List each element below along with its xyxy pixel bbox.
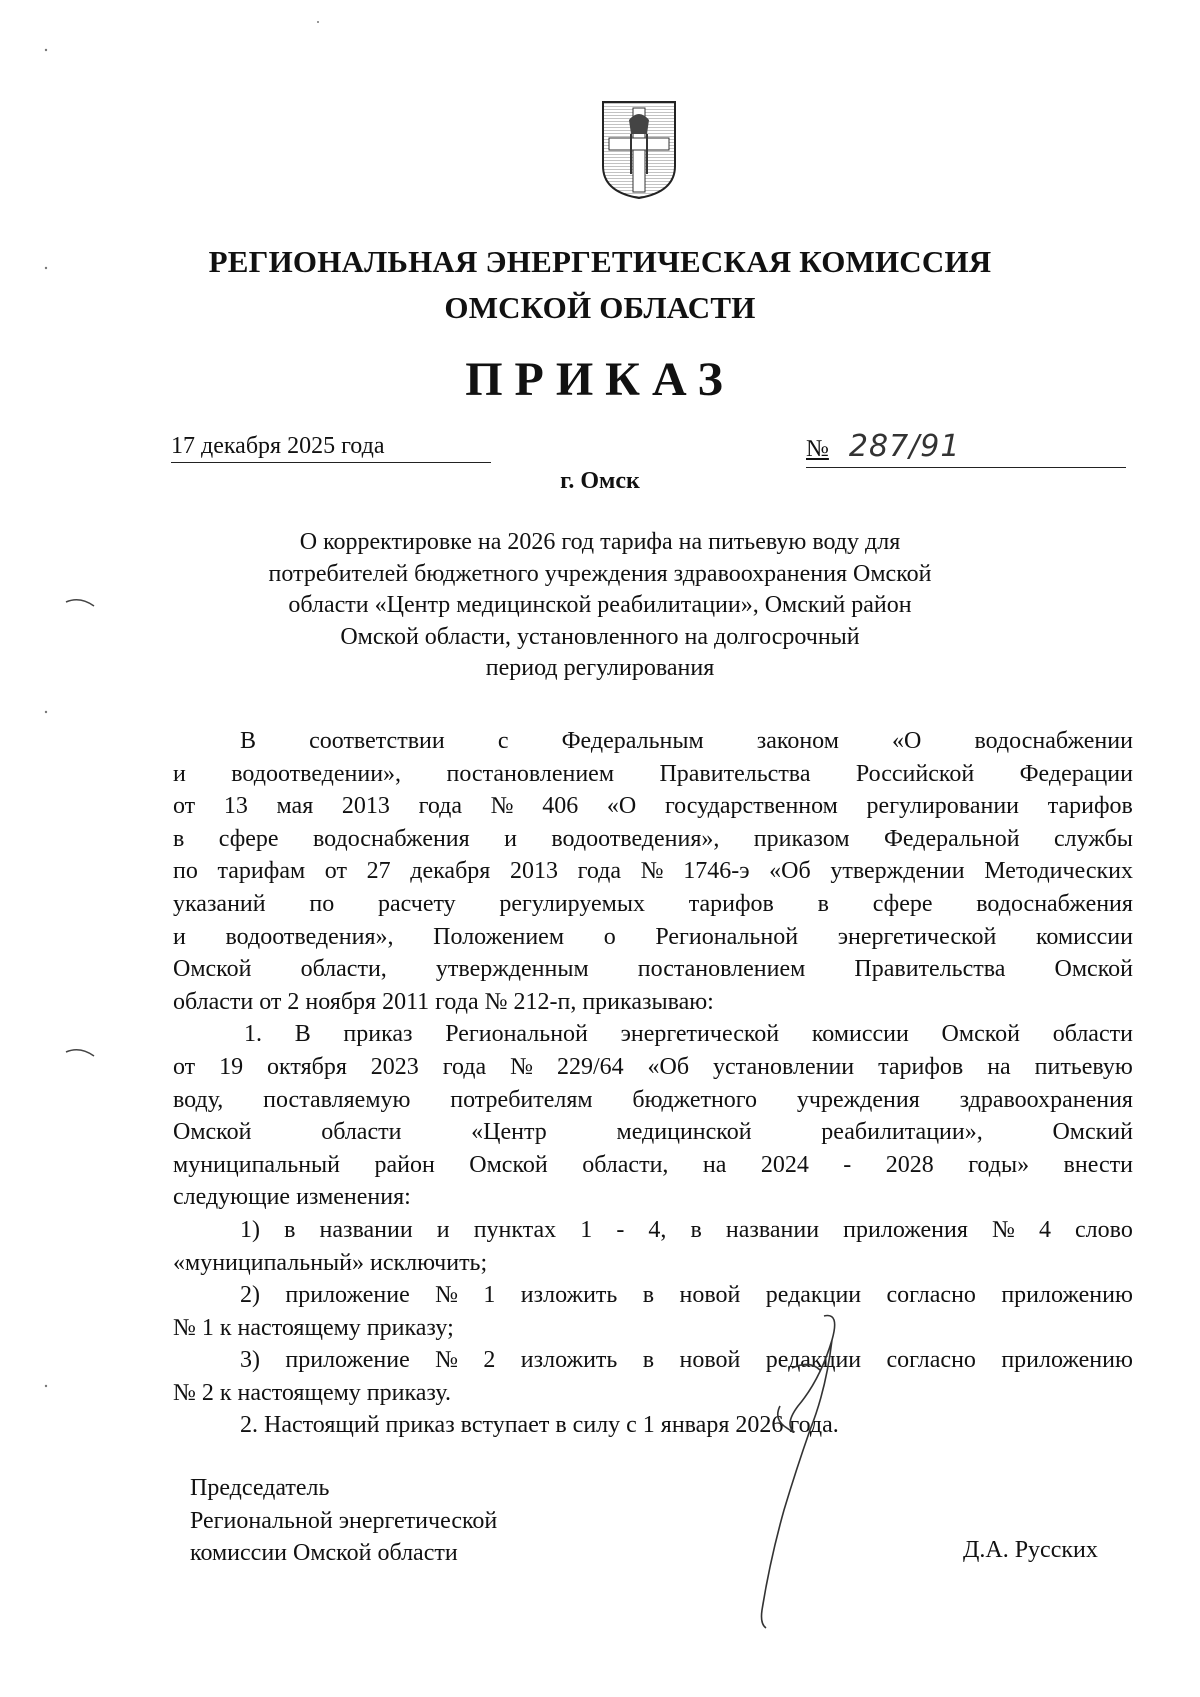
subject-line: О корректировке на 2026 год тарифа на питьевую воду для — [299, 529, 901, 555]
word: № — [991, 1216, 1015, 1243]
word: приложения — [843, 1216, 968, 1243]
word: 2013 — [509, 858, 558, 885]
word: № — [435, 1282, 459, 1309]
word: «Центр — [471, 1119, 547, 1146]
word: воду, — [173, 1086, 224, 1113]
word: названии — [725, 1216, 820, 1243]
order-date: 17 декабря 2025 года — [171, 433, 491, 463]
body-line — [173, 855, 1133, 888]
word: в — [642, 1347, 655, 1374]
word: согласно — [886, 1347, 976, 1374]
word: области — [321, 1119, 402, 1146]
subject-line: Омской области, установленного на долгосрочный — [340, 623, 860, 650]
word: 2013 — [341, 793, 390, 820]
body-line — [173, 888, 1133, 921]
word: № — [640, 858, 664, 885]
word: Омской — [173, 956, 252, 983]
word: В — [294, 1021, 311, 1048]
word: тарифов — [688, 890, 774, 917]
city: г. Омск — [560, 468, 640, 494]
subject-line: период регулирования — [485, 655, 715, 681]
handwritten-signature — [740, 1310, 870, 1630]
subject-line: области «Центр медицинской реабилитации», Омский район — [288, 592, 912, 618]
signatory-name: Д.А. Русских — [963, 1537, 1098, 1563]
word: водоотведения», — [225, 923, 394, 950]
word: поставляемую — [263, 1086, 411, 1113]
word: изложить — [520, 1282, 618, 1309]
word: Методических — [984, 858, 1133, 885]
word: постановлением — [637, 956, 806, 983]
body-line — [173, 1051, 1133, 1084]
word: о — [603, 923, 616, 950]
word: сфере — [872, 890, 933, 917]
word: от — [173, 793, 196, 820]
word: с — [497, 728, 509, 754]
body-line — [173, 823, 1133, 856]
omsk-coat-of-arms-icon — [601, 100, 677, 200]
word: 2023 — [370, 1053, 419, 1080]
position-line: Региональной энергетической — [190, 1507, 498, 1534]
body-line — [173, 1214, 1133, 1247]
body-line — [173, 790, 1133, 823]
word: Правительства — [854, 956, 1006, 983]
word: 2 — [483, 1347, 496, 1374]
position-line: Председатель — [190, 1475, 330, 1501]
word: сфере — [218, 825, 279, 852]
organization-name-line1: РЕГИОНАЛЬНАЯ ЭНЕРГЕТИЧЕСКАЯ КОМИССИЯ — [208, 244, 992, 279]
document-type-title: ПРИКАЗ — [465, 353, 735, 406]
word: Региональной — [655, 923, 799, 950]
word: государственном — [664, 793, 838, 820]
word: Омский — [1052, 1119, 1133, 1146]
order-number-field — [806, 429, 1126, 468]
order-number-handwritten: 287/91 — [848, 429, 961, 464]
number-sign: № — [806, 436, 829, 462]
word: в — [284, 1216, 296, 1243]
word: тарифов — [1047, 793, 1133, 820]
word: приложению — [1001, 1347, 1133, 1374]
word: и — [173, 760, 186, 787]
body-line — [173, 921, 1133, 954]
word: приложению — [1001, 1282, 1133, 1309]
word: 1) — [240, 1216, 260, 1243]
word: 1 — [580, 1216, 593, 1243]
body-line: «муниципальный» исключить; — [173, 1249, 488, 1276]
word: Омской — [173, 1119, 252, 1146]
word: 3) — [240, 1347, 260, 1374]
word: годы» — [968, 1151, 1030, 1178]
word: учреждения — [796, 1086, 920, 1113]
word: постановлением — [446, 760, 615, 787]
word: на — [987, 1053, 1011, 1080]
word: установлении — [713, 1053, 855, 1080]
word: утвержденным — [435, 956, 589, 983]
word: декабря — [410, 858, 491, 885]
word: приложение — [285, 1282, 410, 1309]
body-line — [173, 1344, 1133, 1377]
body-line: № 1 к настоящему приказу; — [173, 1314, 454, 1341]
word: 1. — [244, 1021, 262, 1048]
word: соответствии — [309, 728, 445, 754]
word: тарифам — [217, 858, 306, 885]
word: от — [324, 858, 347, 885]
body-line — [173, 1018, 1133, 1051]
word: «О — [606, 793, 637, 820]
word: № — [490, 793, 514, 820]
word: потребителям — [450, 1086, 593, 1113]
word: по — [173, 858, 198, 885]
word: расчету — [377, 890, 456, 917]
word: Федеральным — [561, 728, 704, 754]
word: тарифов — [878, 1053, 964, 1080]
body-line — [173, 725, 1133, 758]
word: 19 — [219, 1053, 244, 1080]
word: регулировании — [866, 793, 1020, 820]
word: комиссии — [811, 1021, 909, 1048]
word: года — [442, 1053, 487, 1080]
word: энергетической — [837, 923, 997, 950]
word: слово — [1075, 1216, 1133, 1243]
word: года — [577, 858, 622, 885]
word: 406 — [542, 793, 579, 820]
word: области, — [300, 956, 387, 983]
word: службы — [1054, 825, 1133, 852]
word: октября — [267, 1053, 347, 1080]
word: 229/64 — [556, 1053, 624, 1080]
word: - — [843, 1151, 852, 1178]
word: муниципальный — [173, 1151, 341, 1178]
word: Федерации — [1019, 760, 1133, 787]
word: 27 — [366, 858, 391, 885]
body-line — [173, 953, 1133, 986]
word: согласно — [886, 1282, 976, 1309]
word: медицинской — [616, 1119, 752, 1146]
word: «Об — [647, 1053, 690, 1080]
word: приказ — [343, 1021, 413, 1048]
word: 13 — [223, 793, 248, 820]
word: комиссии — [1035, 923, 1133, 950]
word: № — [510, 1053, 533, 1080]
body-line — [173, 1279, 1133, 1312]
word: указаний — [173, 890, 266, 917]
word: и — [504, 825, 517, 852]
word: приложение — [285, 1347, 410, 1374]
word: питьевую — [1034, 1053, 1133, 1080]
word: Российской — [855, 760, 975, 787]
word: редакции — [765, 1282, 862, 1309]
subject-line: потребителей бюджетного учреждения здравоохранения Омской — [268, 560, 932, 587]
word: 2) — [240, 1282, 260, 1309]
word: Омской — [941, 1021, 1021, 1048]
body-line — [173, 1116, 1133, 1149]
word: водоотведении», — [231, 760, 402, 787]
body-line: области от 2 ноября 2011 года № 212-п, приказываю: — [173, 988, 714, 1015]
word: названии — [319, 1216, 413, 1243]
word: на — [702, 1151, 727, 1178]
word: и — [173, 923, 186, 950]
word: области — [1052, 1021, 1133, 1048]
word: 1 — [483, 1282, 496, 1309]
signatory-position — [190, 1472, 497, 1570]
word: - — [616, 1216, 625, 1243]
word: Омской — [1054, 956, 1133, 983]
body-line: 2. Настоящий приказ вступает в силу с 1 января 2026 года. — [240, 1412, 839, 1439]
word: и — [436, 1216, 450, 1243]
order-subject — [240, 527, 960, 685]
order-body — [173, 725, 1133, 1442]
word: водоснабжения — [313, 825, 470, 852]
word: Правительства — [659, 760, 811, 787]
organization-name-line2: ОМСКОЙ ОБЛАСТИ — [444, 290, 756, 325]
body-line — [173, 758, 1133, 791]
word: № — [435, 1347, 459, 1374]
word: «О — [892, 728, 922, 754]
word: пунктах — [473, 1216, 557, 1243]
word: водоснабжения — [976, 890, 1133, 917]
word: район — [374, 1151, 435, 1178]
word: новой — [679, 1282, 741, 1309]
word: новой — [679, 1347, 741, 1374]
word: 4, — [648, 1216, 667, 1243]
word: по — [309, 890, 335, 917]
word: Положением — [433, 923, 565, 950]
word: 4 — [1038, 1216, 1051, 1243]
word: в — [173, 825, 185, 852]
word: реабилитации», — [821, 1119, 983, 1146]
word: области, — [582, 1151, 669, 1178]
word: 2028 — [885, 1151, 934, 1178]
word: года — [418, 793, 462, 820]
word: законом — [756, 728, 839, 754]
word: 2024 — [760, 1151, 809, 1178]
word: 1746-э — [683, 858, 750, 885]
body-line: следующие изменения: — [173, 1184, 411, 1211]
word: энергетической — [620, 1021, 780, 1048]
word: здравоохранения — [959, 1086, 1133, 1113]
word: «Об — [769, 858, 811, 885]
word: утверждении — [830, 858, 965, 885]
word: Региональной — [445, 1021, 588, 1048]
word: бюджетного — [632, 1086, 758, 1113]
word: в — [642, 1282, 655, 1309]
word: изложить — [520, 1347, 618, 1374]
word: Омской — [469, 1151, 548, 1178]
word: В — [240, 728, 257, 754]
word: в — [817, 890, 829, 917]
word: внести — [1063, 1151, 1133, 1178]
word: от — [173, 1053, 196, 1080]
position-line: комиссии Омской области — [190, 1540, 458, 1567]
word: регулируемых — [499, 890, 645, 917]
word: Федеральной — [883, 825, 1020, 852]
body-line: № 2 к настоящему приказу. — [173, 1379, 451, 1406]
word: мая — [276, 793, 314, 820]
word: редакции — [765, 1347, 862, 1374]
word: водоотведения», — [551, 825, 720, 852]
word: водоснабжении — [974, 728, 1133, 754]
word: приказом — [753, 825, 850, 852]
body-line — [173, 1084, 1133, 1117]
word: в — [690, 1216, 702, 1243]
body-line — [173, 1149, 1133, 1182]
